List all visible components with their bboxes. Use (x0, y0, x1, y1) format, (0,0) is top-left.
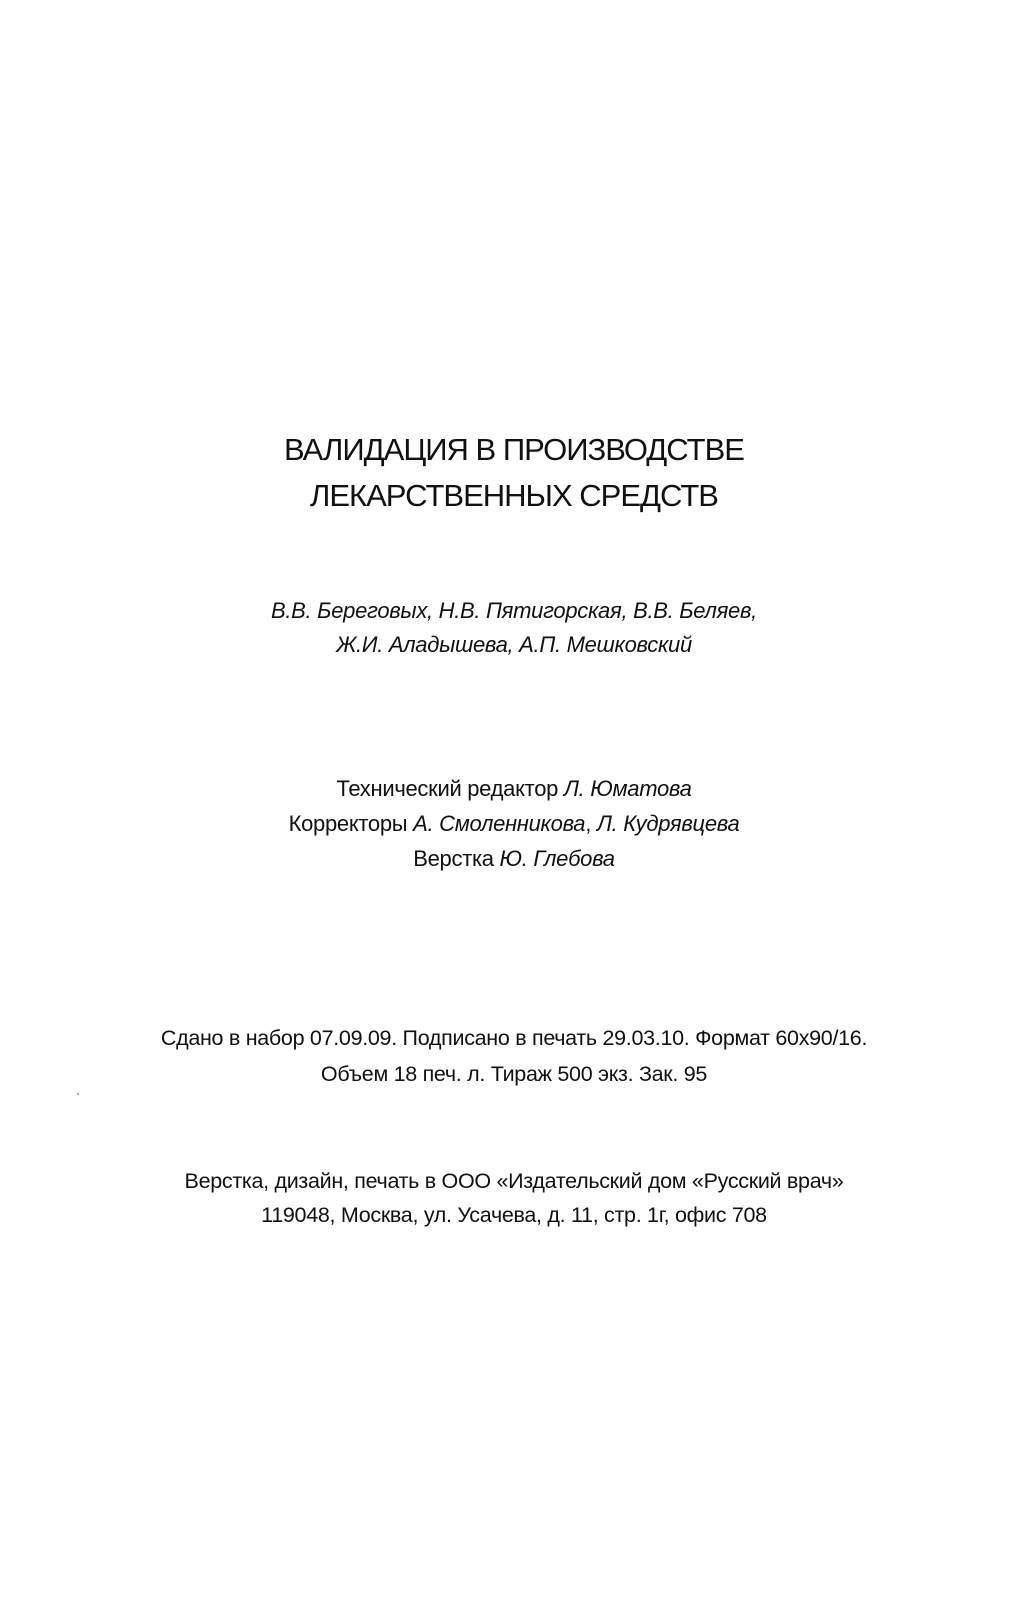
tech-editor-name: Л. Юматова (563, 776, 692, 801)
tech-editor-label: Технический редактор (336, 776, 559, 801)
corrector-name-2: Л. Кудрявцева (596, 811, 740, 836)
corrector-name-1: А. Смоленникова (413, 811, 586, 836)
corrector-separator: , (585, 811, 597, 836)
scan-speck (77, 1093, 79, 1095)
print-info-line-1: Сдано в набор 07.09.09. Подписано в печать 29.03.10. Формат 60x90/16. (160, 1026, 868, 1050)
layout-credit (0, 846, 1028, 872)
correctors-label: Корректоры (288, 811, 408, 836)
authors-line-2: Ж.И. Аладышева, А.П. Мешковский (336, 632, 692, 657)
book-title-line-1: ВАЛИДАЦИЯ В ПРОИЗВОДСТВЕ (284, 432, 744, 467)
layout-name: Ю. Глебова (499, 846, 615, 871)
publisher-address: 119048, Москва, ул. Усачева, д. 11, стр. 1г, офис 708 (261, 1203, 767, 1227)
layout-label: Верстка (413, 846, 494, 871)
tech-editor-credit (0, 776, 1028, 802)
publisher-line-1: Верстка, дизайн, печать в ООО «Издательский дом «Русский врач» (184, 1169, 844, 1193)
print-info-line-2: Объем 18 печ. л. Тираж 500 экз. Зак. 95 (320, 1062, 708, 1086)
book-title-line-2: ЛЕКАРСТВЕННЫХ СРЕДСТВ (310, 478, 718, 513)
authors-line-1: В.В. Береговых, Н.В. Пятигорская, В.В. Беляев, (271, 598, 757, 623)
correctors-credit (0, 811, 1028, 837)
